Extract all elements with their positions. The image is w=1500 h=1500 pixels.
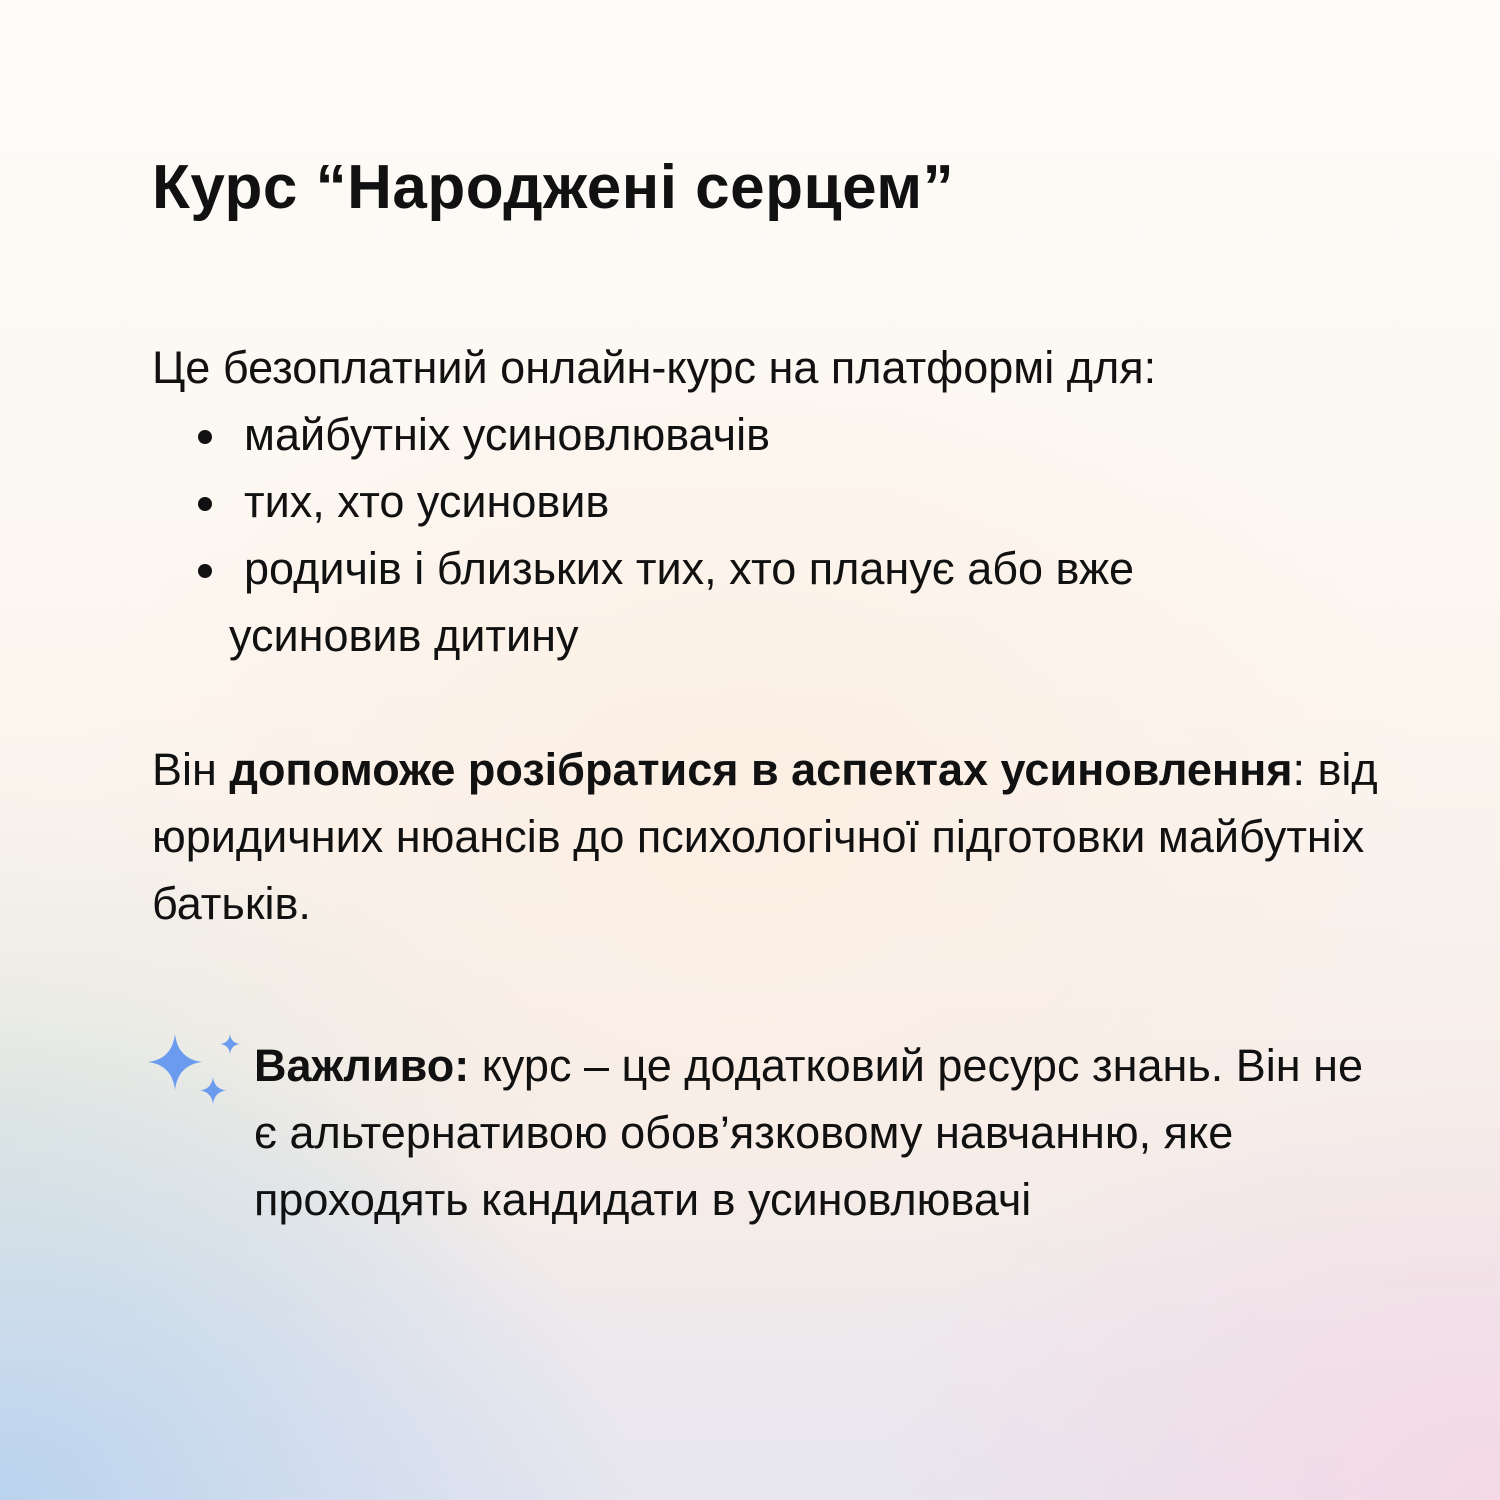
list-item-text-continued: усиновив дитину	[229, 610, 579, 661]
bullet-icon	[198, 430, 212, 444]
important-note	[152, 1032, 1392, 1233]
list-item	[152, 535, 1392, 669]
bullet-icon	[198, 497, 212, 511]
list-item	[152, 401, 1392, 468]
list-item	[152, 468, 1392, 535]
audience-list	[152, 401, 1392, 669]
content	[152, 150, 1392, 1233]
note-label: Важливо:	[254, 1040, 470, 1091]
sparkles-icon	[147, 1024, 247, 1114]
list-item-text: майбутніх усиновлювачів	[244, 409, 771, 460]
sparkle-small-top	[220, 1034, 240, 1054]
description-highlight: допоможе розібратися в аспектах усиновлення	[229, 744, 1293, 795]
sparkle-small-bottom	[200, 1077, 226, 1104]
list-item-text: тих, хто усиновив	[244, 476, 610, 527]
intro-text: Це безоплатний онлайн-курс на платформі для:	[152, 342, 1157, 393]
page-title: Курс “Народжені серцем”	[152, 153, 955, 222]
note-text: курс – це додатковий ресурс знань. Він не є альтернативою обов’язковому навчанню, яке проходять кандидати в усиновлювачі	[254, 1040, 1364, 1225]
description-prefix: Він	[152, 744, 230, 795]
description-paragraph	[152, 736, 1392, 937]
list-item-text: родичів і близьких тих, хто планує або вже	[244, 543, 1135, 594]
bullet-icon	[198, 564, 212, 578]
description-suffix: : від юридичних нюансів до психологічної підготовки майбутніх батьків.	[152, 744, 1378, 929]
sparkle-large	[148, 1034, 202, 1090]
